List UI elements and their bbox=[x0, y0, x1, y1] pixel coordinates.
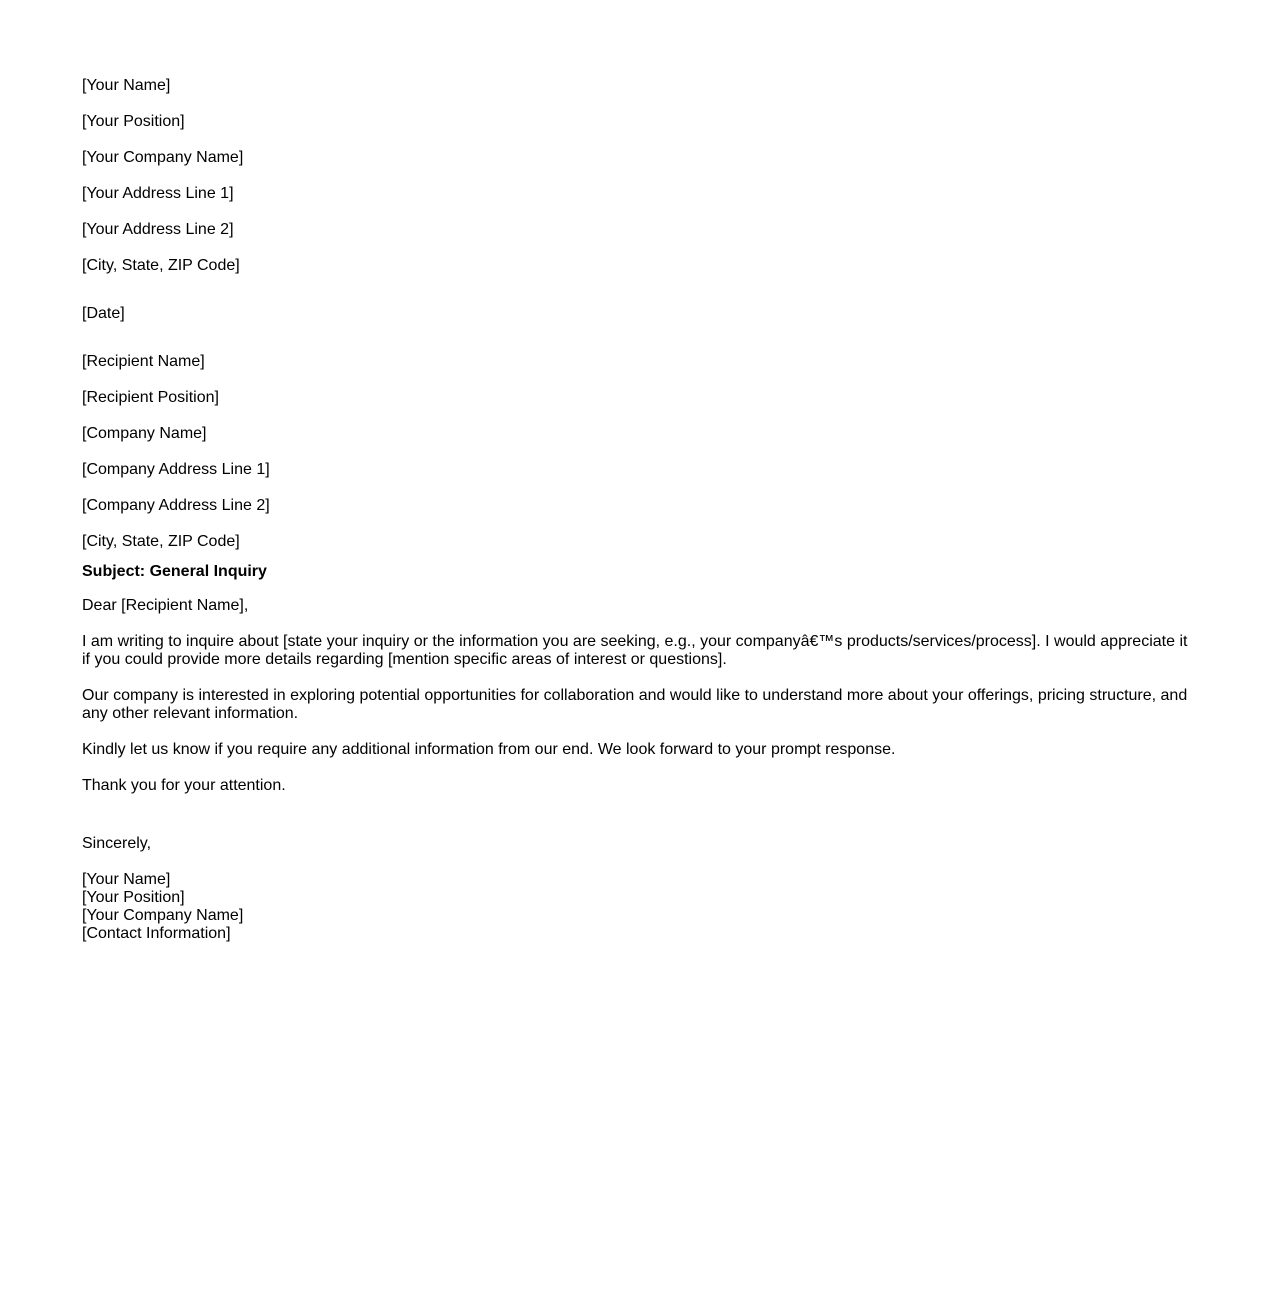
signature-contact: [Contact Information] bbox=[82, 925, 231, 942]
recipient-city: [City, State, ZIP Code] bbox=[82, 533, 240, 550]
signature-position: [Your Position] bbox=[82, 889, 185, 906]
sender-position: [Your Position] bbox=[82, 113, 185, 130]
body-paragraph: Thank you for your attention. bbox=[82, 777, 286, 794]
sender-name: [Your Name] bbox=[82, 77, 171, 94]
sender-city: [City, State, ZIP Code] bbox=[82, 257, 240, 274]
recipient-position: [Recipient Position] bbox=[82, 389, 219, 406]
closing: Sincerely, bbox=[82, 835, 152, 852]
recipient-address-1: [Company Address Line 1] bbox=[82, 461, 270, 478]
sender-address-1: [Your Address Line 1] bbox=[82, 185, 234, 202]
sender-address-2: [Your Address Line 2] bbox=[82, 221, 234, 238]
recipient-address-2: [Company Address Line 2] bbox=[82, 497, 270, 514]
body-paragraph: I am writing to inquire about [state your inquiry or the information you are seeking, e.g., your companyâ€™s products/services/process]. I would appreciate it if you could provide more details regarding [mention specific areas of interest or questions]. bbox=[82, 633, 1188, 668]
letter-date: [Date] bbox=[82, 305, 125, 322]
signature-block bbox=[82, 871, 1194, 943]
body-paragraph: Kindly let us know if you require any additional information from our end. We look forward to your prompt response. bbox=[82, 741, 896, 758]
signature-company: [Your Company Name] bbox=[82, 907, 244, 924]
recipient-name: [Recipient Name] bbox=[82, 353, 205, 370]
recipient-company: [Company Name] bbox=[82, 425, 207, 442]
sender-company: [Your Company Name] bbox=[82, 149, 244, 166]
body-paragraph: Our company is interested in exploring potential opportunities for collaboration and would like to understand more about your offerings, pricing structure, and any other relevant information. bbox=[82, 687, 1188, 722]
signature-name: [Your Name] bbox=[82, 871, 171, 888]
salutation: Dear [Recipient Name], bbox=[82, 597, 249, 614]
subject-line: Subject: General Inquiry bbox=[82, 563, 267, 580]
